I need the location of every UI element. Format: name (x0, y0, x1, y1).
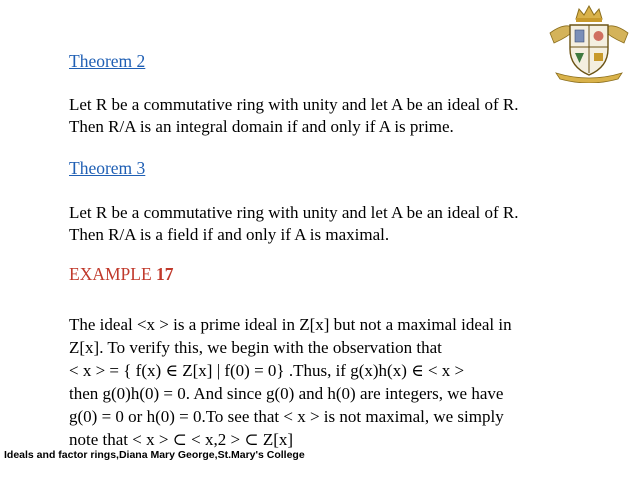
theorem-2-line-2: Then R/A is an integral domain if and only if A is prime. (69, 117, 454, 136)
example-line: note that < x > ⊂ < x,2 > ⊂ Z[x] (69, 430, 294, 449)
example-line: g(0) = 0 or h(0) = 0.To see that < x > is not maximal, we simply (69, 407, 504, 426)
example-heading-number: 17 (156, 264, 174, 284)
slide-footer: Ideals and factor rings,Diana Mary George,St.Mary's College (4, 449, 305, 461)
college-crest-icon (546, 3, 632, 83)
example-line: Z[x]. To verify this, we begin with the observation that (69, 338, 442, 357)
example-body (69, 313, 512, 451)
theorem-3-heading[interactable]: Theorem 3 (69, 158, 146, 178)
example-line: < x > = { f(x) ∈ Z[x] | f(0) = 0} .Thus, if g(x)h(x) ∈ < x > (69, 361, 465, 380)
theorem-2-heading[interactable]: Theorem 2 (69, 51, 146, 71)
theorem-3-line-1: Let R be a commutative ring with unity and let A be an ideal of R. (69, 203, 519, 222)
theorem-2-line-1: Let R be a commutative ring with unity and let A be an ideal of R. (69, 95, 519, 114)
example-line: The ideal <x > is a prime ideal in Z[x] but not a maximal ideal in (69, 315, 512, 334)
example-heading-word: EXAMPLE (69, 264, 157, 284)
theorem-3-line-2: Then R/A is a field if and only if A is maximal. (69, 225, 390, 244)
example-heading (69, 264, 174, 284)
example-line: then g(0)h(0) = 0. And since g(0) and h(0) are integers, we have (69, 384, 504, 403)
